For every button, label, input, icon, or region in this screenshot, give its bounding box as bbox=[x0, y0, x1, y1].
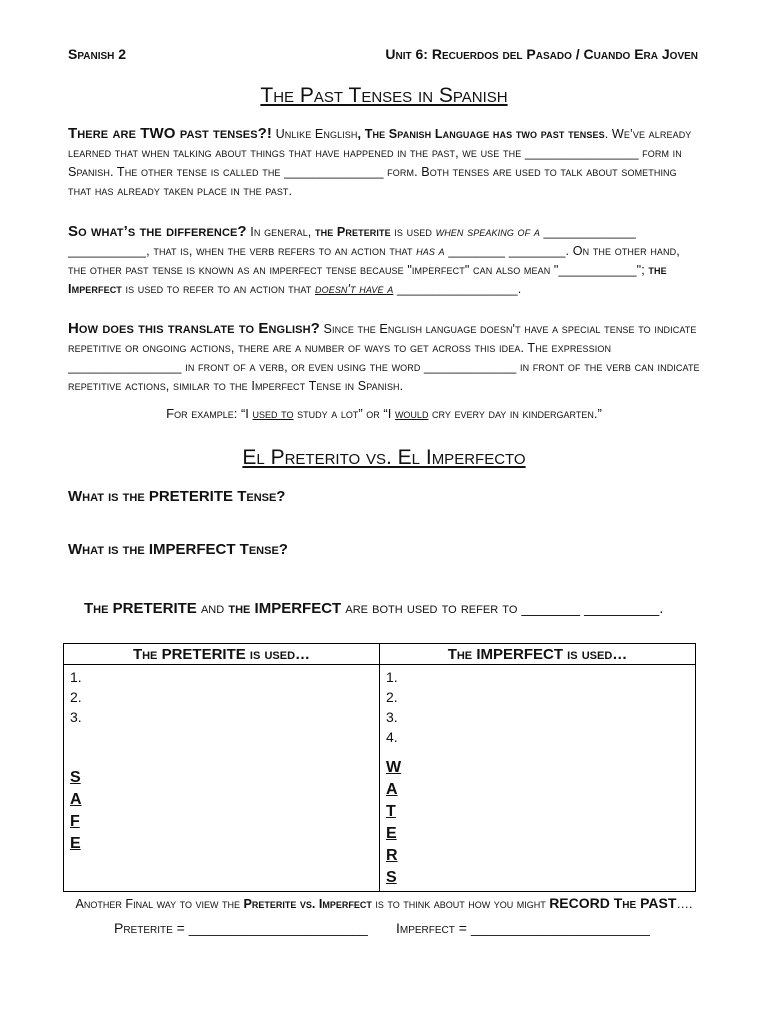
final-instruction bbox=[0, 895, 768, 911]
text: is to think about how you might bbox=[371, 897, 550, 911]
table-header-row bbox=[64, 644, 696, 665]
list-item: 2. bbox=[70, 689, 82, 705]
bold-text: RECORD The PAST bbox=[549, 895, 677, 911]
bold-text: the Preterite bbox=[315, 225, 391, 239]
list-item: 4. bbox=[386, 729, 398, 745]
acronym-letter: T bbox=[386, 803, 396, 820]
acronym-letter: A bbox=[70, 791, 82, 808]
header-course: Spanish 2 bbox=[68, 46, 127, 62]
paragraph-difference bbox=[68, 222, 700, 299]
acronym-letter: S bbox=[386, 869, 397, 886]
text: In general, bbox=[246, 225, 315, 239]
header-unit: Unit 6: Recuerdos del Pasado / Cuando Era Joven bbox=[385, 46, 698, 62]
acronym-letter: W bbox=[386, 759, 402, 776]
table-body-row bbox=[64, 665, 696, 892]
imperfect-blank: Imperfect = _______________________ bbox=[396, 920, 650, 936]
list-item: 3. bbox=[386, 709, 398, 725]
paragraph-two-tenses bbox=[68, 124, 700, 201]
acronym-letter: A bbox=[386, 781, 398, 798]
bold-text: Preterite vs. Imperfect bbox=[243, 897, 372, 911]
text: study a lot” or “I bbox=[293, 406, 395, 421]
preterite-cell bbox=[64, 665, 380, 892]
text: For example: “I bbox=[166, 406, 253, 421]
text: . We’ve already learned that when talking about things that have happened in the past, we use the ________________ form in Spanish. The other tense is called the ______________ form. Both tenses are used to talk about something that has already taken place in the past. bbox=[68, 127, 692, 198]
text: are both used to refer to _______ _________. bbox=[341, 600, 664, 617]
example-sentence bbox=[0, 406, 768, 421]
list-item: 3. bbox=[70, 709, 82, 725]
title-preterito-imperfecto: El Preterito vs. El Imperfecto bbox=[242, 446, 526, 469]
acronym-letter: R bbox=[386, 847, 398, 864]
text: _____________ ___________, that is, when the verb refers to an action that bbox=[68, 225, 636, 258]
bold-text: , The Spanish Language has two past tenses bbox=[357, 127, 605, 141]
waters-acronym bbox=[386, 757, 689, 889]
text: Since the English language doesn't have a special tense to indicate repetitive or ongoing actions, there are a number of ways to get across this idea. The expression ________________ in front of a verb, or even using the word _____________ in front of the verb can indicate repetitive actions, similar to the Imperfect Tense in Spanish. bbox=[68, 322, 700, 393]
question-imperfect: What is the IMPERFECT Tense? bbox=[68, 541, 288, 558]
preterite-column-header: The PRETERITE is used… bbox=[64, 644, 380, 665]
list-item: 1. bbox=[70, 669, 82, 685]
paragraph-english bbox=[68, 319, 700, 396]
text: is used to refer to an action that bbox=[121, 282, 316, 296]
italic-text: has a bbox=[416, 244, 445, 258]
text: cry every day in kindergarten.” bbox=[428, 406, 602, 421]
text: ________ ________. On the other hand, the other past tense is known as an imperfect tense because "imperfect" can also mean "___________"; bbox=[68, 244, 680, 277]
acronym-letter: E bbox=[70, 835, 81, 852]
text: Another Final way to view the bbox=[75, 897, 244, 911]
both-tenses-statement bbox=[84, 600, 663, 617]
lead-two-tenses: There are TWO past tenses?! bbox=[68, 125, 272, 142]
lead-difference: So what’s the difference? bbox=[68, 223, 247, 240]
text: is used bbox=[390, 225, 436, 239]
acronym-letter: S bbox=[70, 769, 81, 786]
text: Unlike English bbox=[272, 127, 358, 141]
title-past-tenses: The Past Tenses in Spanish bbox=[260, 84, 508, 107]
text: …. bbox=[676, 897, 693, 911]
bold-text: the IMPERFECT bbox=[228, 600, 342, 617]
preterite-blank: Preterite = _______________________ bbox=[114, 920, 368, 936]
acronym-letter: E bbox=[386, 825, 397, 842]
text: and bbox=[196, 600, 229, 617]
list-item: 1. bbox=[386, 669, 398, 685]
underlined-text: would bbox=[394, 406, 429, 421]
text: _________________. bbox=[393, 282, 522, 296]
imperfect-cell bbox=[380, 665, 696, 892]
question-preterite: What is the PRETERITE Tense? bbox=[68, 488, 286, 505]
italic-underlined-text: doesn't have a bbox=[315, 282, 394, 296]
italic-text: when speaking of a bbox=[435, 225, 540, 239]
bold-text: the Imperfect bbox=[68, 263, 667, 296]
imperfect-column-header: The IMPERFECT is used… bbox=[380, 644, 696, 665]
lead-english: How does this translate to English? bbox=[68, 320, 320, 337]
safe-acronym bbox=[70, 767, 373, 855]
bold-text: The PRETERITE bbox=[84, 600, 197, 617]
acronym-letter: F bbox=[70, 813, 80, 830]
list-item: 2. bbox=[386, 689, 398, 705]
comparison-table bbox=[63, 643, 696, 892]
underlined-text: used to bbox=[252, 406, 294, 421]
